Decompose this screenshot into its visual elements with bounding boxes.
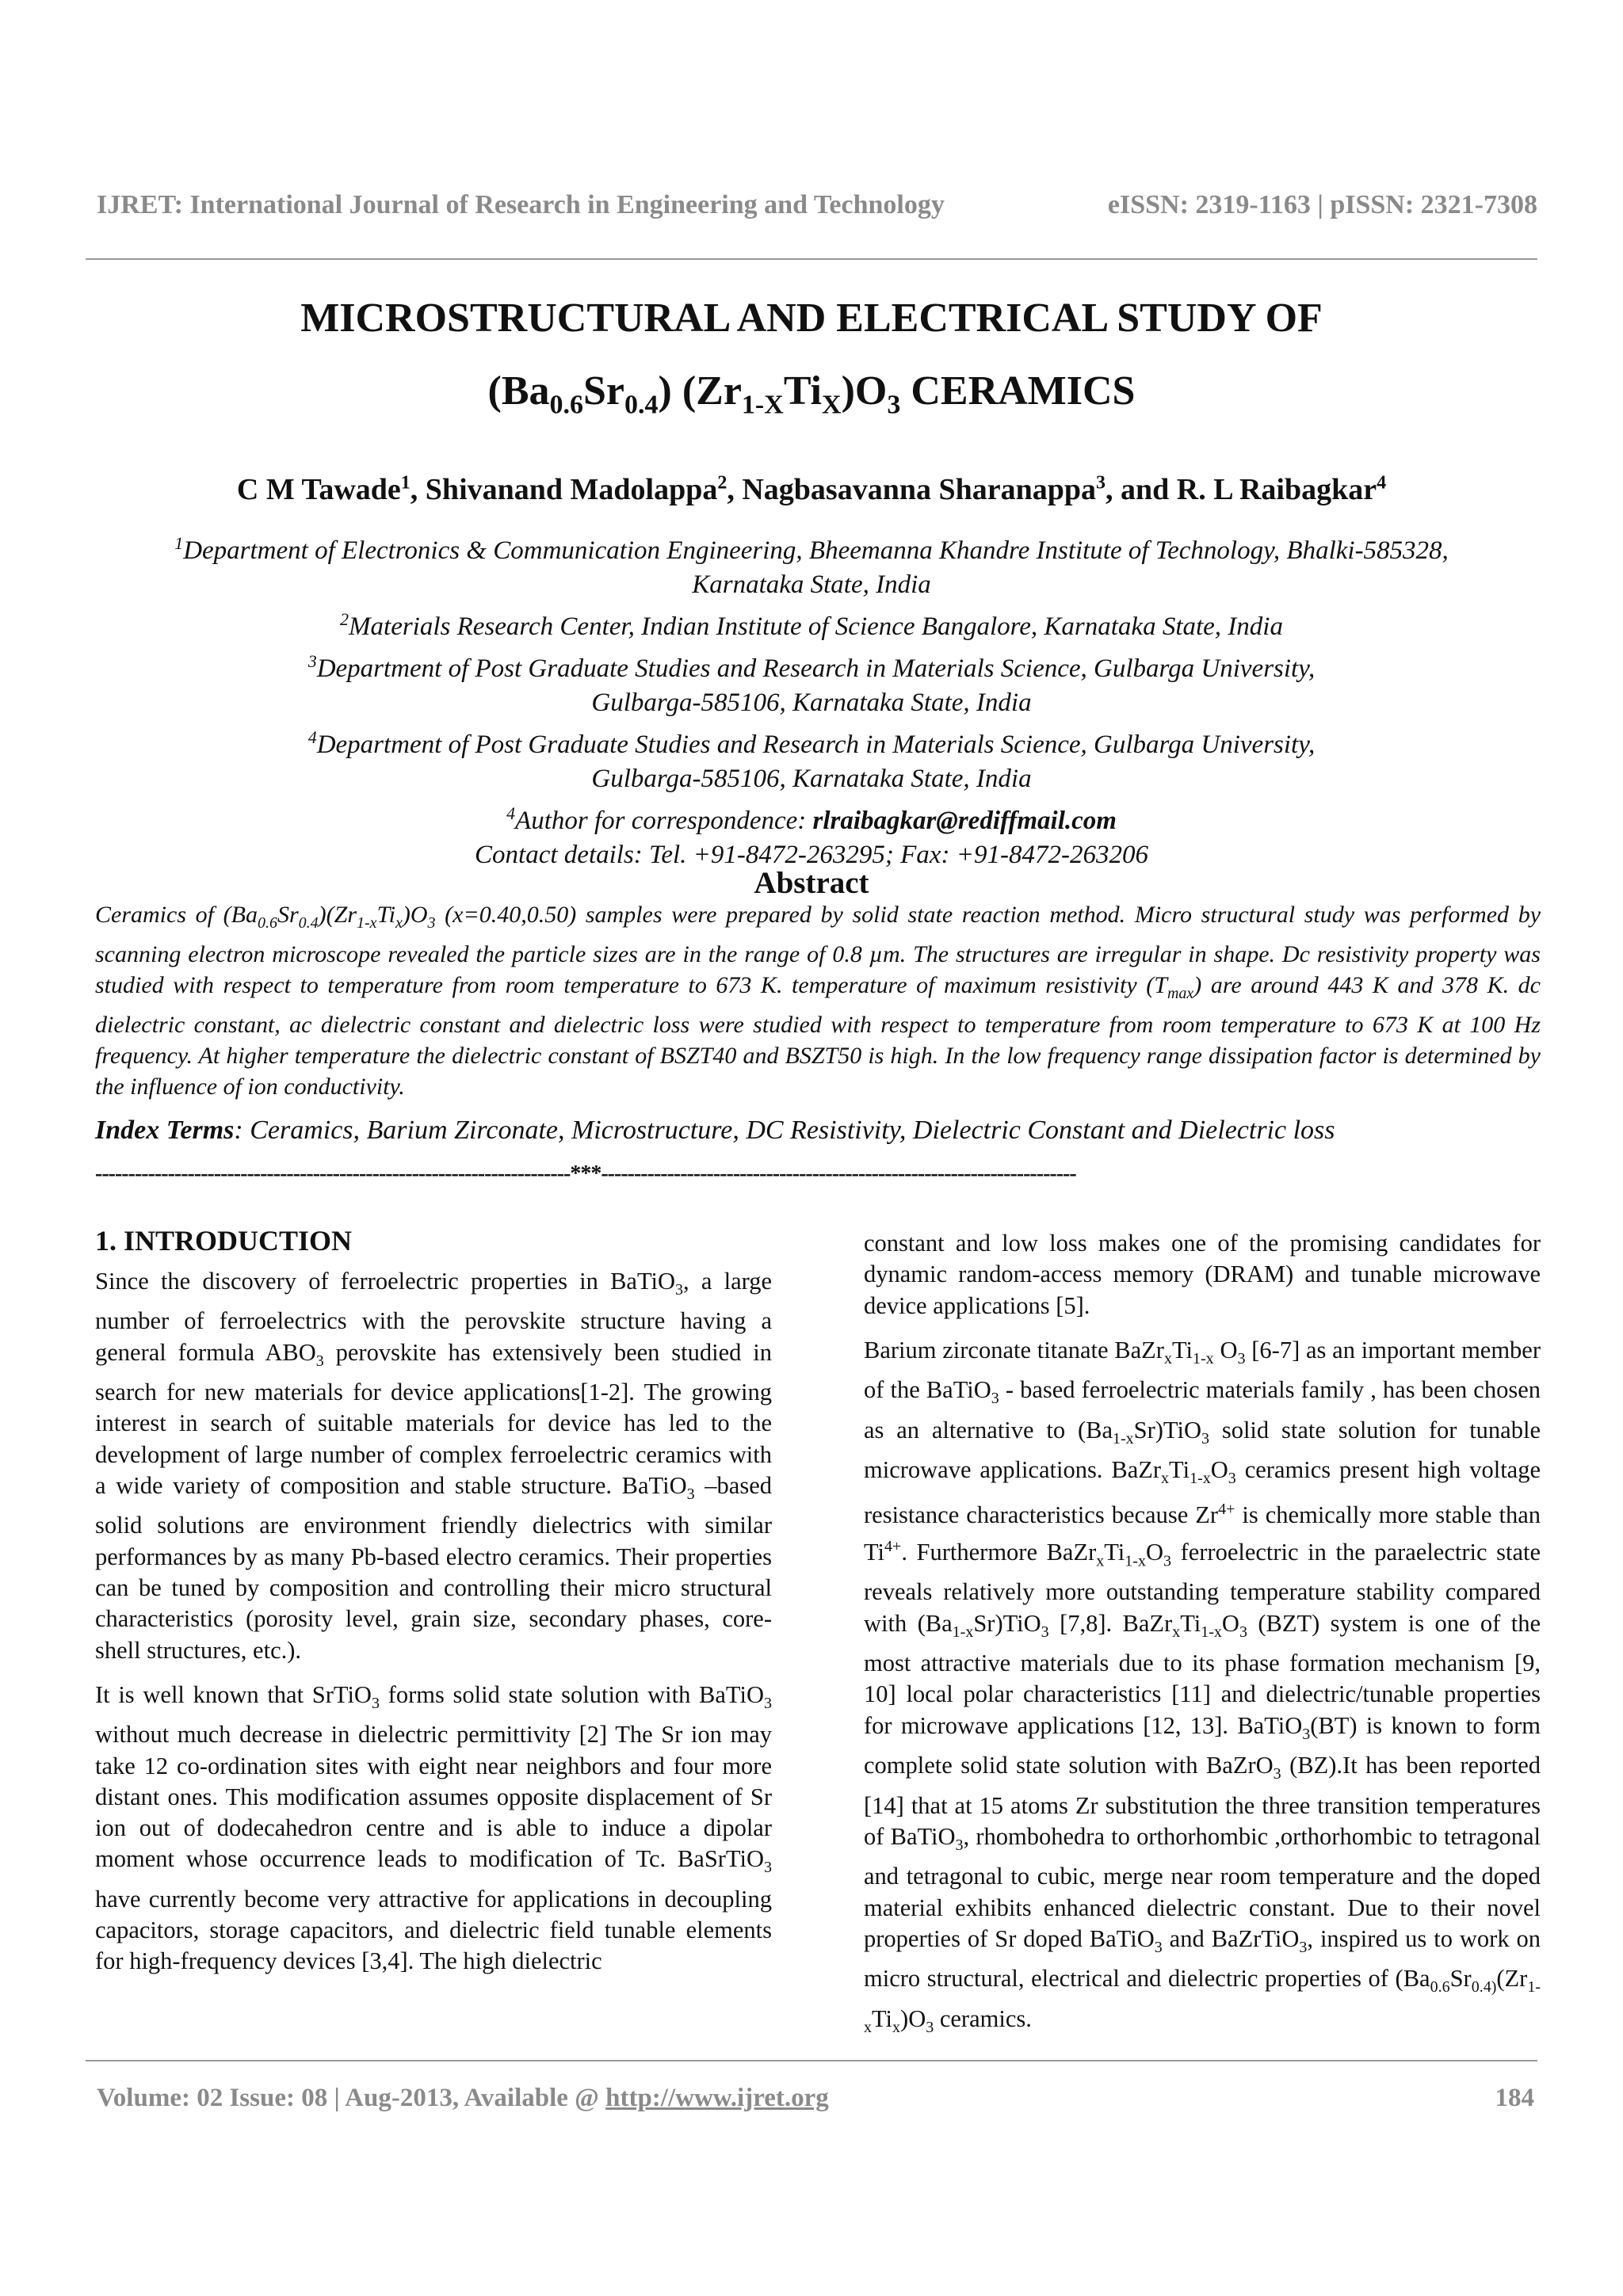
paragraph: It is well known that SrTiO$_3$ forms solid state solution with BaTiO$_3$ without much decrease in dielectric permittivity [2] The Sr ion may take 12 co-ordination sites with eight near neighbors and four more distant ones. This modification assumes opposite displacement of Sr ion out of dodecahedron centre and is able to induce a dipolar moment whose occurrence leads to modification of Tc. BaSrTiO$_3$ have currently become very attractive for applications in decoupling capacitors, storage capacitors, and dielectric field tunable elements for high-frequency devices [3,4]. The high dielectric bbox=[95, 1680, 772, 1975]
page-footer bbox=[97, 2084, 1534, 2113]
affiliations bbox=[86, 526, 1537, 872]
author-list: C M Tawade$^1$, Shivanand Madolappa$^2$, Nagbasavanna Sharanappa$^3$, and R. L Raibagkar$^4$ bbox=[236, 472, 1387, 506]
journal-link[interactable]: http://www.ijret.org bbox=[605, 2084, 829, 2112]
paper-title-line-2: $(Ba_{0.6}Sr_{0.4})$ $(Zr_{1-X}Ti_X)O_3$ CERAMICS bbox=[487, 368, 1136, 420]
section-heading-introduction: 1. INTRODUCTION bbox=[95, 1225, 353, 1257]
affiliation-3: $^3$Department of Post Graduate Studies and Research in Materials Science, Gulbarga University, bbox=[307, 651, 1316, 683]
affiliation-4: $^4$Department of Post Graduate Studies and Research in Materials Science, Gulbarga University, bbox=[307, 727, 1316, 759]
affiliation-2: $^2$Materials Research Center, Indian Institute of Science Bangalore, Karnataka State, India bbox=[340, 609, 1283, 641]
index-terms: Index Terms: Ceramics, Barium Zirconate, Microstructure, DC Resistivity, Dielectric Constant and Dielectric loss bbox=[95, 1116, 1335, 1145]
correspondence-email[interactable]: rlraibagkar@rediffmail.com bbox=[812, 807, 1117, 835]
paragraph: Since the discovery of ferroelectric properties in BaTiO$_3$, a large number of ferroelectrics with the perovskite structure having a general formula $ABO_3$ perovskite has extensively been studied in search for new materials for device applications[1-2]. The growing interest in search of suitable materials for device has led to the development of large number of complex ferroelectric ceramics with a wide variety of composition and stable structure. BaTiO$_3$ –based solid solutions are environment friendly dielectrics with similar performances by as many Pb-based electro ceramics. Their properties can be tuned by composition and controlling their micro structural characteristics (porosity level, grain size, secondary phases, core-shell structures, etc.). bbox=[95, 1268, 773, 1664]
affiliation-1: $^1$Department of Electronics & Communication Engineering, Bheemanna Khandre Institute of Technology, Bhalki-585328, bbox=[174, 533, 1449, 565]
right-column bbox=[864, 1228, 1541, 2057]
issn-info: eISSN: 2319-1163 | pISSN: 2321-7308 bbox=[1107, 190, 1537, 219]
correspondence: $^4$Author for correspondence: rlraibagkar@rediffmail.com bbox=[506, 803, 1117, 835]
abstract-text: Ceramics of $(Ba_{0.6}Sr_{0.4})(Zr_{1-x}Ti_x)O_3$ (x=0.40,0.50) samples were prepared by solid state reaction method. Micro structural study was performed by scanning electron microscope revealed the particle sizes are in the range of 0.8 µm. The structures are irregular in shape. Dc resistivity property was studied with respect to temperature from room temperature to 673 K. temperature of maximum resistivity $(T_{max})$ are around 443 K and 378 K. dc dielectric constant, ac dielectric constant and dielectric loss were studied with respect to temperature from room temperature to 673 K at 100 Hz frequency. At higher temperature the dielectric constant of BSZT40 and BSZT50 is high. In the low frequency range dissipation factor is determined by the influence of ion conductivity. bbox=[95, 902, 1541, 1100]
paragraph: constant and low loss makes one of the promising candidates for dynamic random-access memory (DRAM) and tunable microwave device applications [5]. bbox=[864, 1230, 1541, 1319]
page-number: 184 bbox=[1495, 2084, 1534, 2112]
affiliation-4-cont: Gulbarga-585106, Karnataka State, India bbox=[591, 765, 1032, 793]
volume-info: Volume: 02 Issue: 08 | Aug-2013, Available @ http://www.ijret.org bbox=[97, 2084, 829, 2112]
paragraph: Barium zirconate titanate $BaZr_xTi_{1-x}$ $O_3$ [6-7] as an important member of the BaTiO$_3$ - based ferroelectric materials family , has been chosen as an alternative to $(Ba_{1-x}Sr)TiO_3$ solid state solution for tunable microwave applications. $BaZr_xTi_{1-x}O_3$ ceramics present high voltage resistance characteristics because $Zr^{4+}$ is chemically more stable than $Ti^{4+}$. Furthermore $BaZr_xTi_{1-x}O_3$ ferroelectric in the paraelectric state reveals relatively more outstanding temperature stability compared with $(Ba_{1-x}Sr)TiO_3$ [7,8]. $BaZr_xTi_{1-x}O_3$ (BZT) system is one of the most attractive materials due to its phase formation mechanism [9, 10] local polar characteristics [11] and dielectric/tunable properties for microwave applications [12, 13]. BaTiO$_3$(BT) is known to form complete solid state solution with BaZrO$_3$ (BZ).It has been reported [14] that at 15 atoms Zr substitution the three transition temperatures of BaTiO$_3$, rhombohedra to orthorhombic ,orthorhombic to tetragonal and tetragonal to cubic, merge near room temperature and the doped material exhibits enhanced dielectric constant. Due to their novel properties of Sr doped BaTiO$_3$ and BaZrTiO$_3$, inspired us to work on micro structural, electrical and dielectric properties of ($Ba_{0.6}Sr_{0.4)}(Zr_{1-x}Ti_x)O_3$ ceramics. bbox=[864, 1336, 1541, 2036]
affiliation-3-cont: Gulbarga-585106, Karnataka State, India bbox=[591, 688, 1032, 717]
journal-name: IJRET: International Journal of Research in Engineering and Technology bbox=[97, 190, 945, 219]
affiliation-1-cont: Karnataka State, India bbox=[692, 570, 931, 599]
running-header bbox=[97, 190, 1537, 220]
paper-title-line-1: MICROSTRUCTURAL AND ELECTRICAL STUDY OF bbox=[300, 296, 1323, 341]
left-column bbox=[95, 1223, 772, 1991]
abstract-heading: Abstract bbox=[754, 866, 869, 900]
section-separator: ------------------------------------------------------------------------***------------------------------------------------------------------------ bbox=[95, 1161, 1076, 1186]
index-terms-label: Index Terms bbox=[95, 1116, 235, 1145]
footer-rule bbox=[86, 2060, 1537, 2061]
header-rule bbox=[86, 258, 1537, 260]
contact-details: Contact details: Tel. +91-8472-263295; Fax: +91-8472-263206 bbox=[475, 841, 1148, 869]
